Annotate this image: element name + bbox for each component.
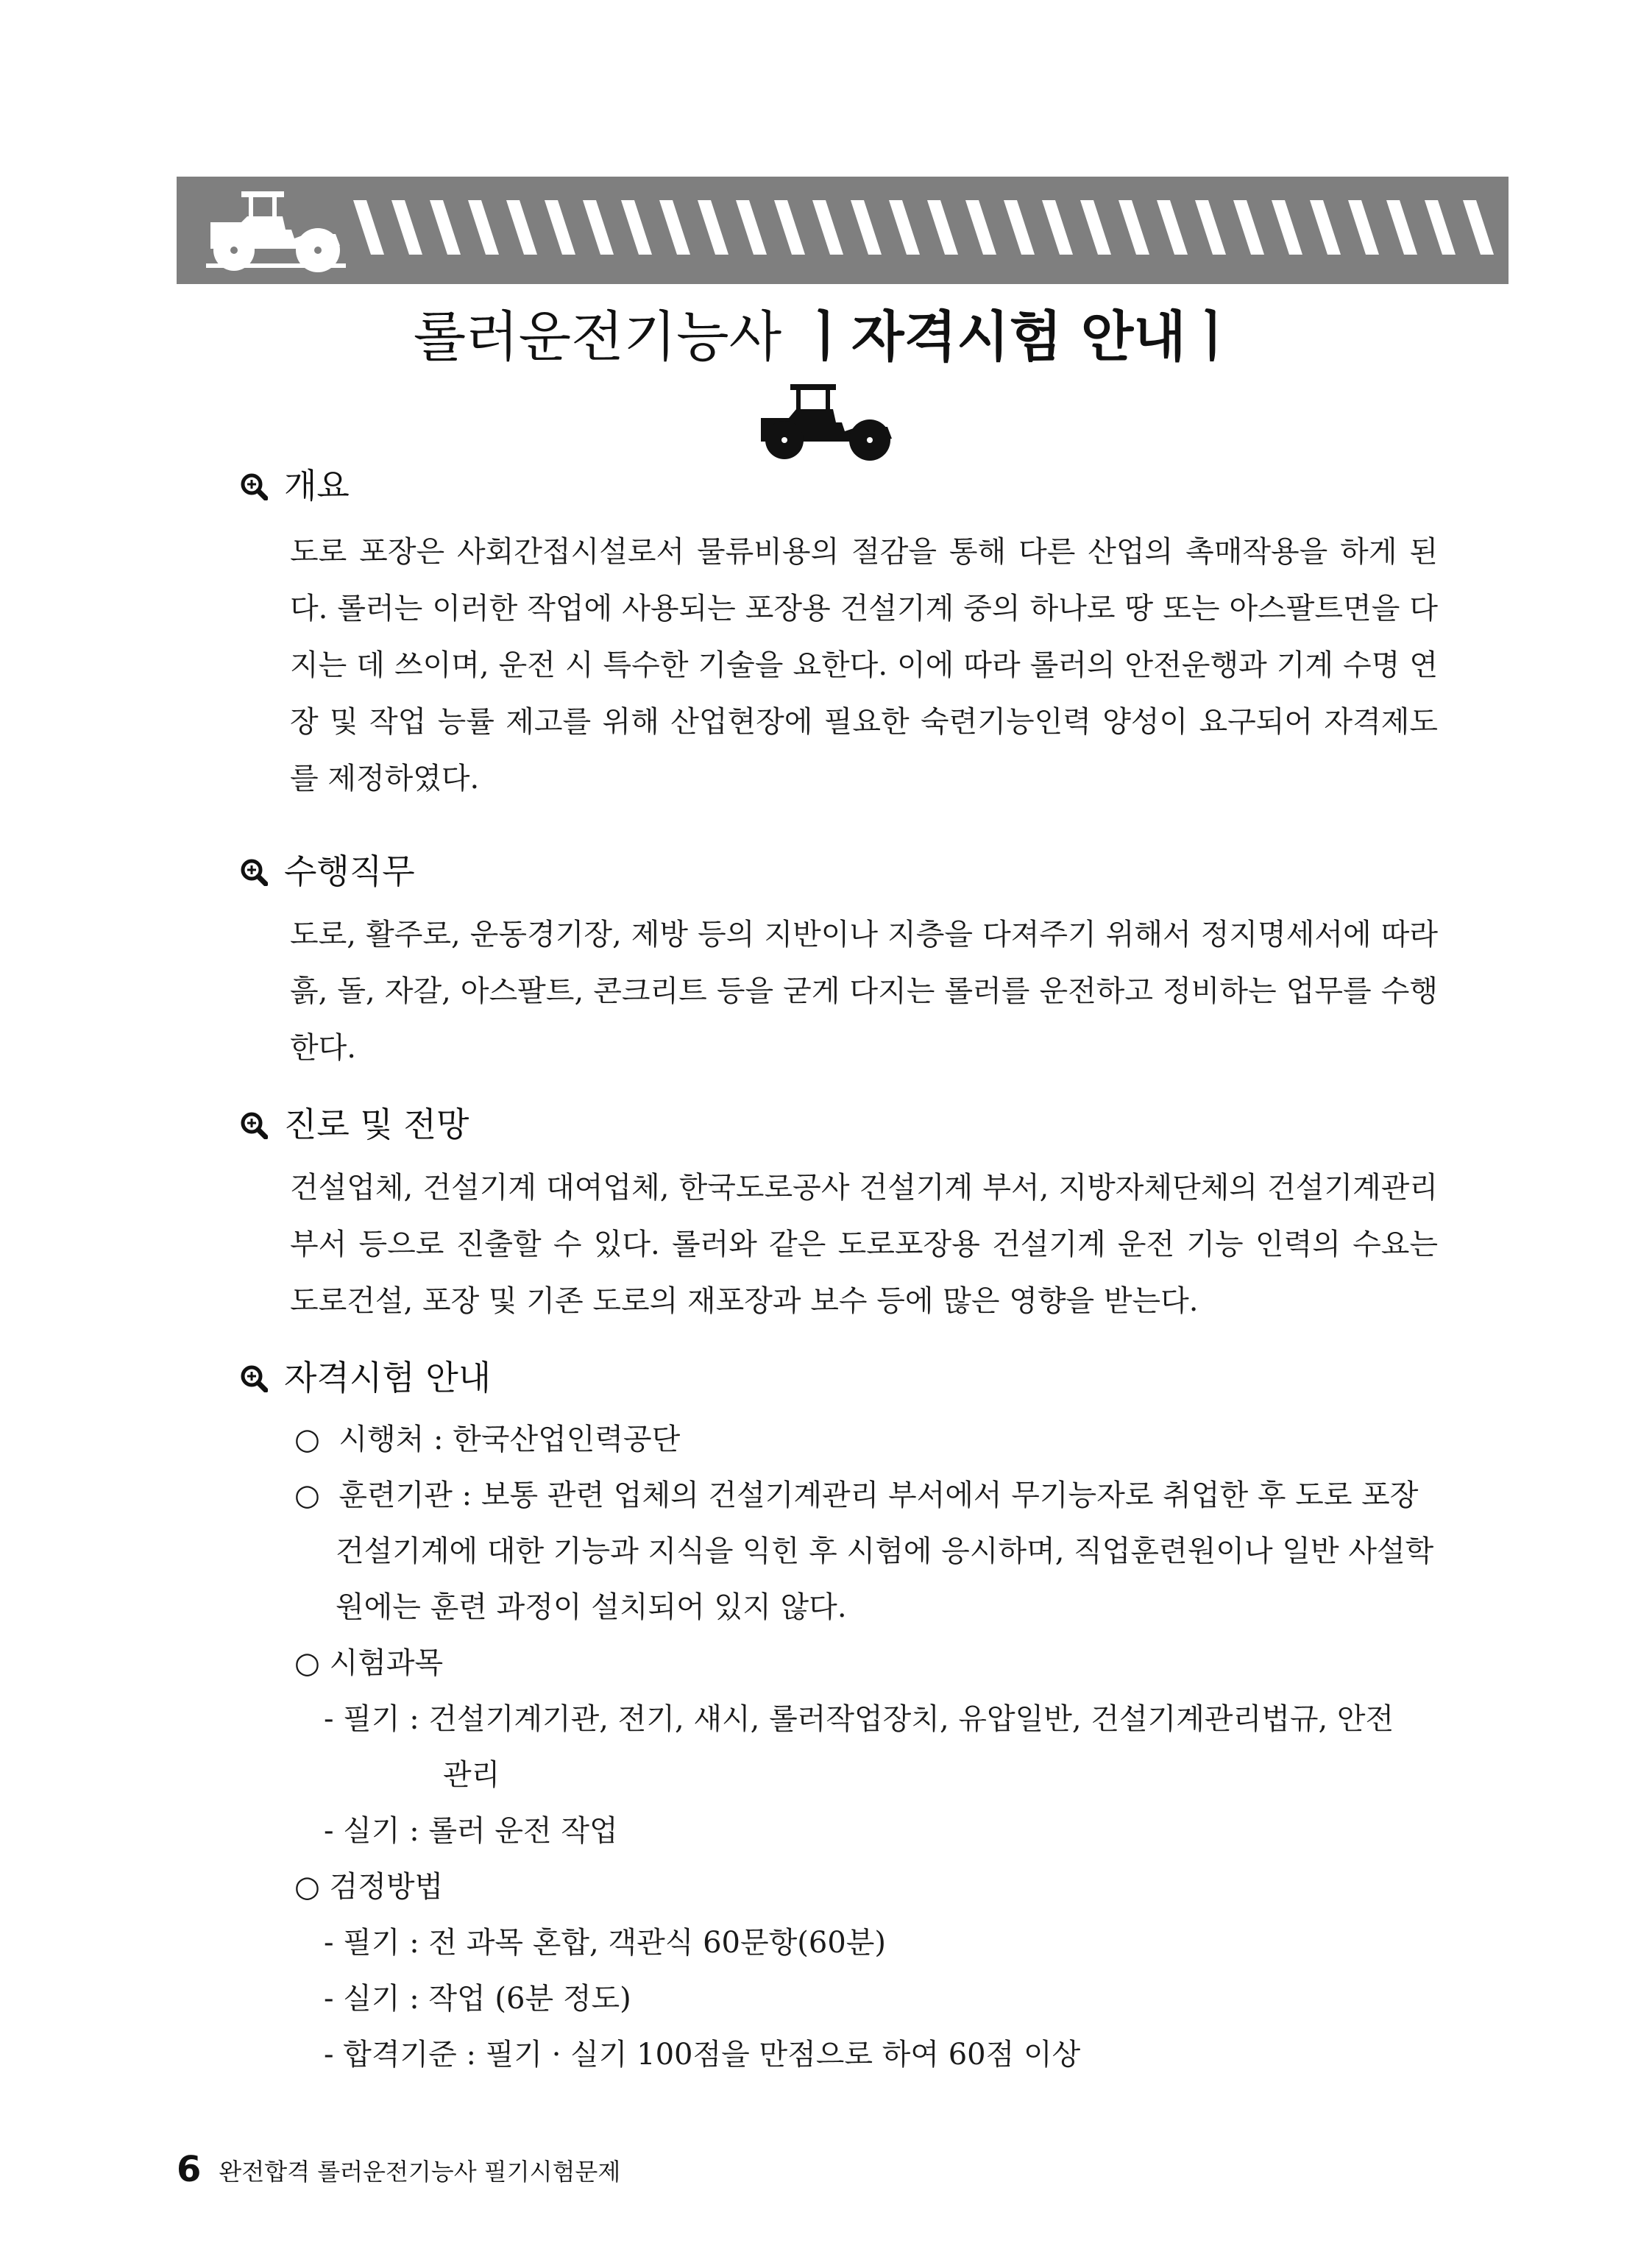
heading-text: 자격시험 안내 [284,1358,492,1398]
subjects-label: ○ 시험과목 [294,1646,444,1680]
exam-training [294,1467,1438,1523]
career-body: 건설업체, 건설기계 대여업체, 한국도로공사 건설기계 부서, 지방자체단체의 건설기계관리 부서 등으로 진출할 수 있다. 롤러와 같은 도로포장용 건설기계 운전 기능 인력의 수요는 도로건설, 포장 및 기존 도로의 재포장과 보수 등에 많은 영향을 받는다. [290,1171,1438,1318]
road-roller-icon [755,381,899,462]
heading-text: 개요 [284,466,350,506]
page-title [0,300,1652,374]
method-practical: - 실기 : 작업 (6분 정도) [324,1982,631,2016]
heading-text: 수행직무 [284,851,415,891]
duties-body: 도로, 활주로, 운동경기장, 제방 등의 지반이나 지층을 다져주기 위해서 정지명세서에 따라 흙, 돌, 자갈, 아스팔트, 콘크리트 등을 굳게 다지는 롤러를 운전하고 정비하는 업무를 수행한다. [290,918,1438,1065]
bullet: ○ [294,1478,320,1512]
exam-agency [294,1411,1438,1467]
method-written: - 필기 : 전 과목 혼합, 객관식 60문항(60분) [324,1926,887,1960]
section-heading-duties [240,849,415,893]
training-line-2: 건설기계에 대한 기능과 지식을 익힌 후 시험에 응시하며, 직업훈련원이나 일반 사설학 [336,1534,1434,1568]
page-footer [177,2149,620,2190]
book-title: 완전합격 롤러운전기능사 필기시험문제 [219,2158,621,2186]
training-line-1: : 보통 관련 업체의 건설기계관리 부서에서 무기능자로 취업한 후 도로 포장 [461,1478,1419,1512]
agency-value: : 한국산업인력공단 [433,1423,681,1456]
training-label: 훈련기관 [338,1478,453,1512]
page-number: 6 [177,2149,202,2190]
title-sub: ㅣ자격시험 안내ㅣ [798,305,1239,369]
title-main: 롤러운전기능사 [413,305,782,369]
road-roller-icon [196,187,350,274]
section-heading-exam [240,1356,491,1400]
subjects-written-line-2: 관리 [443,1758,500,1792]
magnifier-icon [240,472,268,500]
section-heading-overview [240,464,350,508]
bullet: ○ [294,1423,320,1456]
overview-body: 도로 포장은 사회간접시설로서 물류비용의 절감을 통해 다른 산업의 촉매작용을 하게 된다. 롤러는 이러한 작업에 사용되는 포장용 건설기계 중의 하나로 땅 또는 아스팔트면을 다지는 데 쓰이며, 운전 시 특수한 기술을 요한다. 이에 따라 롤러의 안전운행과 기계 수명 연장 및 작업 능률 제고를 위해 산업현장에 필요한 숙련기능인력 양성이 요구되어 자격제도를 제정하였다. [290,535,1438,796]
subjects-practical: - 실기 : 롤러 운전 작업 [324,1814,618,1848]
agency-label: 시행처 [338,1423,425,1456]
subjects-written-line-1: - 필기 : 건설기계기관, 전기, 섀시, 롤러작업장치, 유압일반, 건설기계관리법규, 안전 [324,1702,1394,1736]
method-pass-criteria: - 합격기준 : 필기 · 실기 100점을 만점으로 하여 60점 이상 [324,2038,1081,2072]
magnifier-icon [240,858,268,886]
training-line-3: 원에는 훈련 과정이 설치되어 있지 않다. [336,1590,847,1624]
section-heading-career [240,1102,469,1147]
heading-text: 진로 및 전망 [284,1105,469,1144]
stripes-pattern [353,193,1501,266]
exam-subjects-label [294,1635,1438,1691]
header-banner [177,177,1509,284]
magnifier-icon [240,1364,268,1392]
method-label: ○ 검정방법 [294,1870,444,1904]
magnifier-icon [240,1111,268,1139]
exam-method-label [294,1859,1438,1915]
